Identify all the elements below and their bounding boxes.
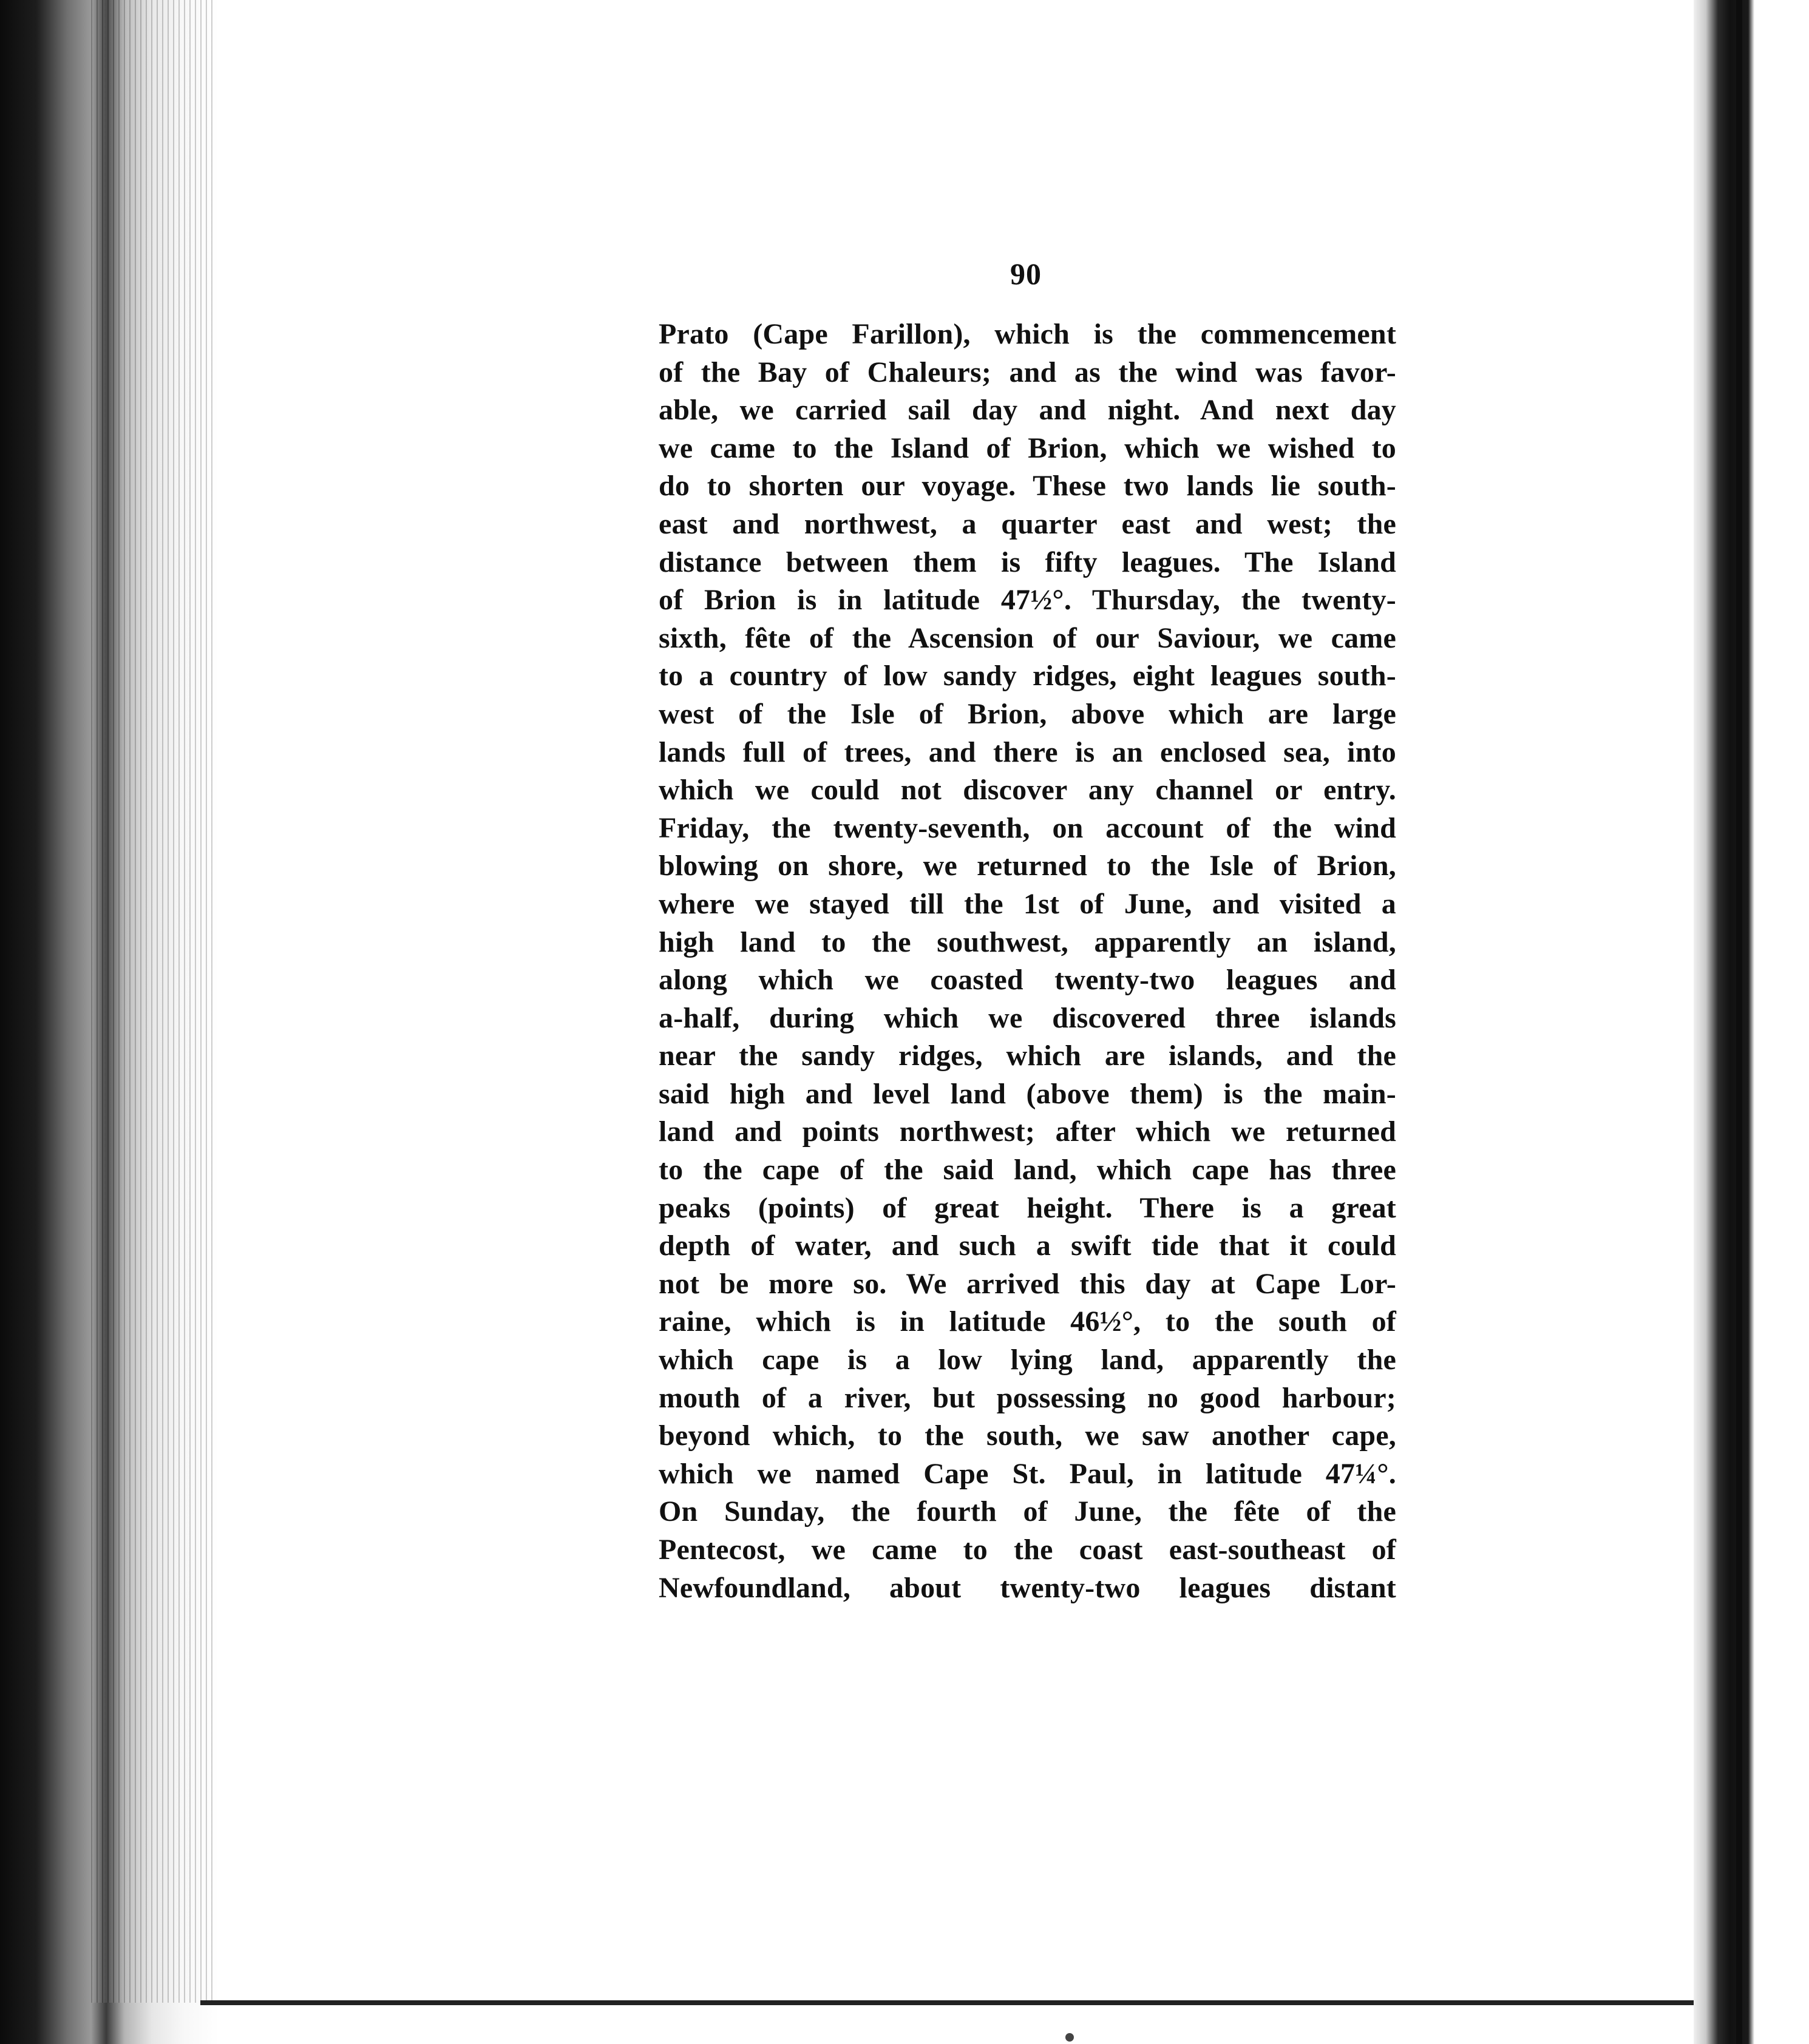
text-line: high land to the southwest, apparently an island, — [659, 926, 1396, 958]
text-line: which we could not discover any channel or entry. — [659, 774, 1396, 807]
page-edges — [91, 0, 212, 2003]
text-line: sixth, fête of the Ascension of our Saviour, we came — [659, 621, 1396, 654]
text-line: east and northwest, a quarter east and west; the — [659, 507, 1396, 540]
text-line: which we named Cape St. Paul, in latitude 47¼°. — [659, 1457, 1396, 1490]
text-line: mouth of a river, but possessing no good harbour; — [659, 1381, 1396, 1414]
right-page-border — [1694, 0, 1809, 2044]
text-line: beyond which, to the south, we saw another cape, — [659, 1420, 1396, 1452]
right-border-line — [1736, 0, 1742, 2044]
text-line: On Sunday, the fourth of June, the fête of the — [659, 1495, 1396, 1528]
text-line: raine, which is in latitude 46½°, to the south of — [659, 1305, 1396, 1338]
text-line: Friday, the twenty-seventh, on account of the wind — [659, 811, 1396, 844]
page-number: 90 — [1010, 257, 1042, 291]
text-line: depth of water, and such a swift tide that it could — [659, 1230, 1396, 1262]
text-line: do to shorten our voyage. These two lands lie south- — [659, 470, 1396, 503]
text-line: which cape is a low lying land, apparently the — [659, 1344, 1396, 1376]
text-line: lands full of trees, and there is an enclosed sea, into — [659, 736, 1396, 768]
scan-speck — [1065, 2033, 1074, 2042]
text-line: not be more so. We arrived this day at Cape Lor- — [659, 1267, 1396, 1300]
text-line: west of the Isle of Brion, above which are large — [659, 697, 1396, 730]
text-line: to a country of low sandy ridges, eight leagues south- — [659, 660, 1396, 692]
text-line: of Brion is in latitude 47½°. Thursday, the twenty- — [659, 584, 1396, 617]
text-line: able, we carried sail day and night. And next day — [659, 394, 1396, 427]
text-line: land and points northwest; after which we returned — [659, 1115, 1396, 1148]
text-line: said high and level land (above them) is the main- — [659, 1077, 1396, 1110]
page-bottom-edge — [200, 2000, 1694, 2005]
text-line: along which we coasted twenty-two leagues and — [659, 964, 1396, 997]
text-line: near the sandy ridges, which are islands, and the — [659, 1040, 1396, 1072]
text-line: Newfoundland, about twenty-two leagues distant — [659, 1571, 1396, 1604]
text-line: Pentecost, we came to the coast east-southeast of — [659, 1534, 1396, 1566]
text-line: of the Bay of Chaleurs; and as the wind was favor- — [659, 356, 1396, 388]
text-line: a-half, during which we discovered three islands — [659, 1001, 1396, 1034]
text-line: where we stayed till the 1st of June, and visited a — [659, 887, 1396, 920]
text-line: Prato (Cape Farillon), which is the commencement — [659, 318, 1396, 350]
text-line: blowing on shore, we returned to the Isle of Brion, — [659, 850, 1396, 882]
text-line: we came to the Island of Brion, which we wished to — [659, 431, 1396, 464]
text-line: distance between them is fifty leagues. The Island — [659, 546, 1396, 578]
text-line: peaks (points) of great height. There is a great — [659, 1191, 1396, 1224]
text-line: to the cape of the said land, which cape has three — [659, 1154, 1396, 1186]
body-text — [659, 316, 1396, 1607]
